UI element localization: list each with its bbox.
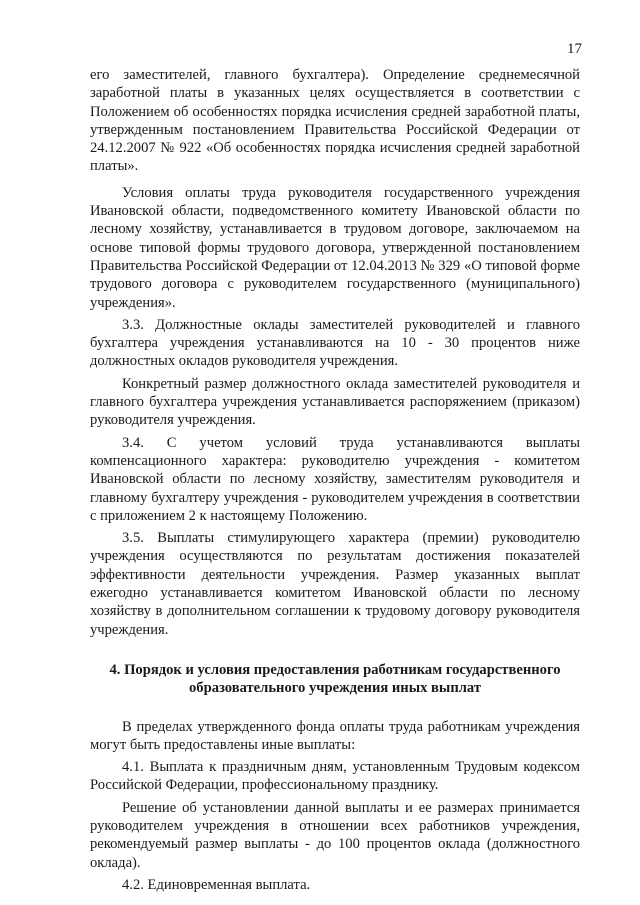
paragraph-4-1: 4.1. Выплата к праздничным дням, установленным Трудовым кодексом Российской Федерации, профессиональному празднику.: [90, 759, 580, 794]
paragraph-4-2: 4.2. Единовременная выплата.: [122, 876, 311, 893]
section-heading-4: 4. Порядок и условия предоставления работникам государственного образовательного учреждения иных выплат: [109, 661, 561, 697]
paragraph-payment-decision: Решение об установлении данной выплаты и ее размерах принимается руководителем учреждения в отношении всех работников учреждения, рекомендуемый размер выплаты - до 100 процентов оклада (должностного оклада).: [90, 799, 580, 871]
paragraph-manager-pay-conditions: Условия оплаты труда руководителя государственного учреждения Ивановской области, подведомственного комитету Ивановской области по лесному хозяйству, устанавливается в трудовом договоре, заключаемом на основе типовой формы трудового договора, утвержденной постановлением Правительства Российской Федерации от 12.04.2013 № 329 «О типовой форме трудового договора с руководителем государственного (муниципального) учреждения».: [90, 184, 580, 311]
paragraph-continuation: его заместителей, главного бухгалтера). Определение среднемесячной заработной платы в указанных целях осуществляется в соответствии с Положением об особенностях порядка исчисления средней заработной платы, утвержденным постановлением Правительства Российской Федерации от 24.12.2007 № 922 «Об особенностях порядка исчисления средней заработной платы».: [90, 67, 580, 175]
paragraph-3-4: 3.4. С учетом условий труда устанавливаются выплаты компенсационного характера: руководителю учреждения - комитетом Ивановской области по лесному хозяйству, заместителям руководителя и главному бухгалтеру учреждения - руководителем учреждения в соответствии с приложением 2 к настоящему Положению.: [90, 434, 580, 524]
paragraph-other-payments: В пределах утвержденного фонда оплаты труда работникам учреждения могут быть предоставлены иные выплаты:: [90, 718, 580, 753]
paragraph-specific-salary: Конкретный размер должностного оклада заместителей руководителя и главного бухгалтера учреждения устанавливается распоряжением (приказом) руководителя учреждения.: [90, 375, 580, 429]
paragraph-3-5: 3.5. Выплаты стимулирующего характера (премии) руководителю учреждения осуществляются по результатам достижения показателей эффективности деятельности учреждения. Размер указанных выплат ежегодно устанавливается комитетом Ивановской области по лесному хозяйству в дополнительном соглашении к трудовому договору руководителя учреждения.: [90, 530, 580, 638]
page-number: 17: [567, 41, 582, 57]
paragraph-3-3: 3.3. Должностные оклады заместителей руководителей и главного бухгалтера учреждения устанавливаются на 10 - 30 процентов ниже должностных окладов руководителя учреждения.: [90, 316, 580, 370]
document-body: [90, 66, 580, 894]
